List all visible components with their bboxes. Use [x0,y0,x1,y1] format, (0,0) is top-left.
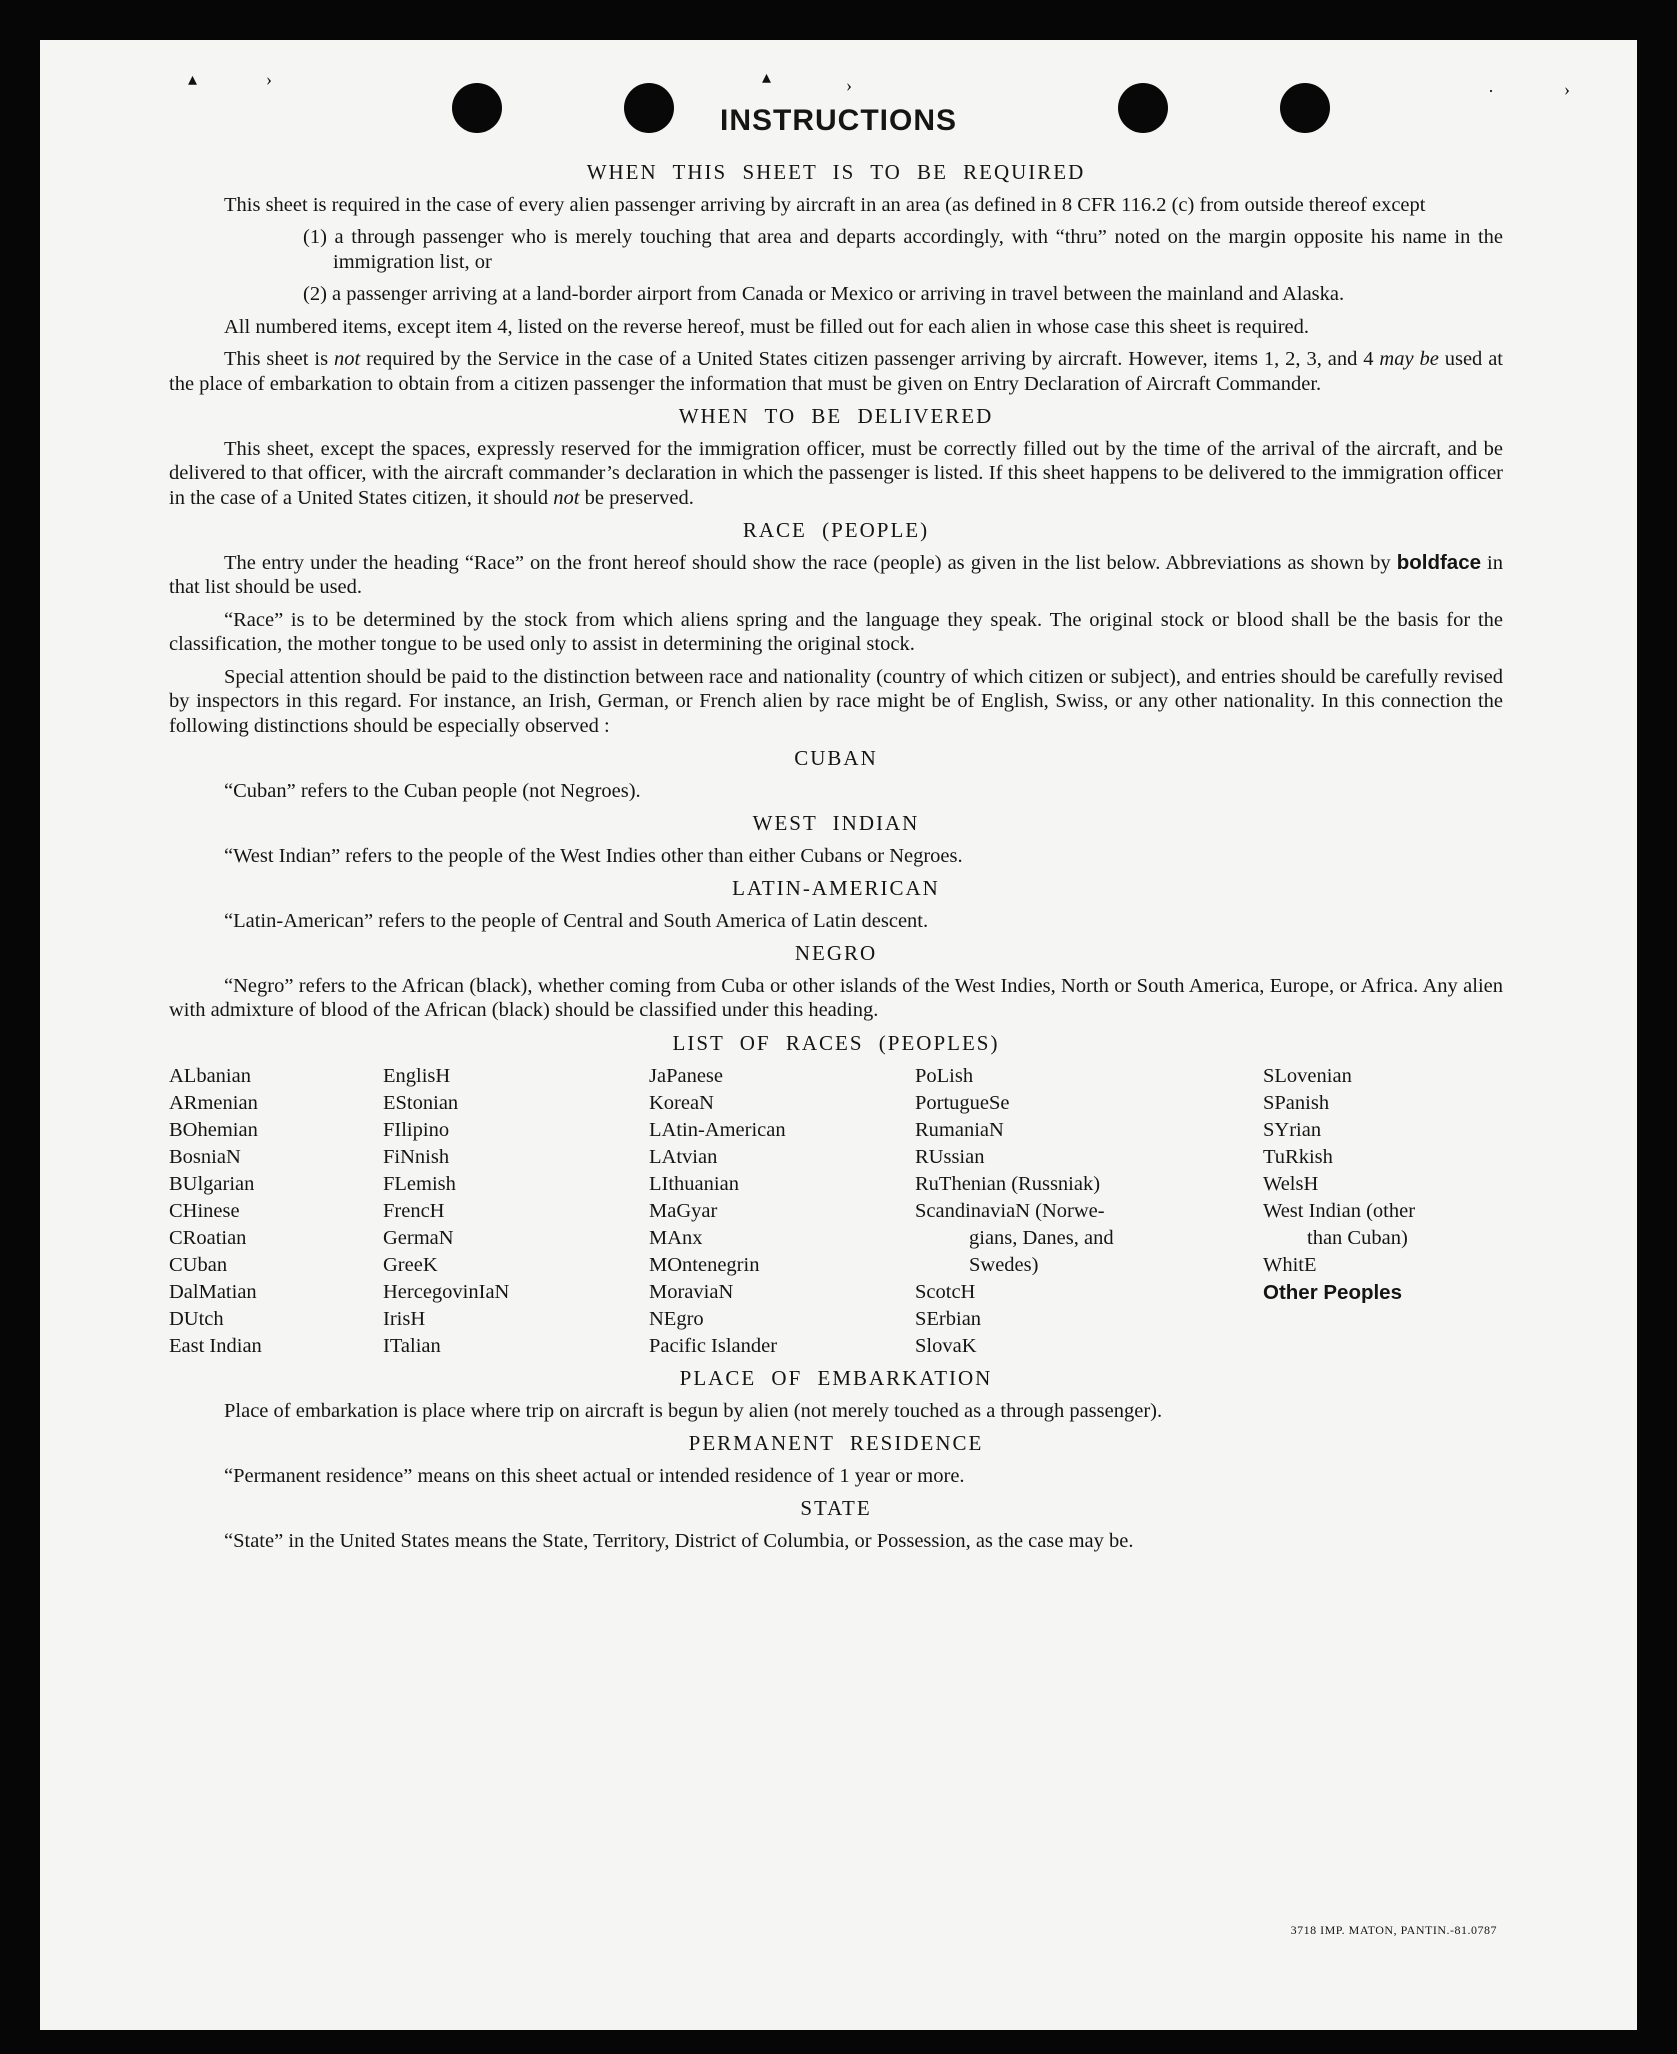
race-entry: RuThenian (Russniak) [915,1173,1101,1195]
race-column [169,1063,383,1360]
list-item: (2) a passenger arriving at a land-border airport from Canada or Mexico or arriving in travel between the mainland and Alaska. [303,283,1345,305]
definition: “Negro” refers to the African (black), whether coming from Cuba or other islands of the West Indies, North or South America, Europe, or Africa. Any alien with admixture of blood of the African (black) should be classified under this heading. [169,974,1503,1021]
section-heading: WEST INDIAN [752,811,920,835]
paragraph: Special attention should be paid to the distinction between race and nationality (country of which citizen or subject), and entries should be carefully revised by inspectors in this regard. For instance, an Irish, German, or French alien by race might be of English, Swiss, or any other nationality. In this connection the following distinctions should be especially observed : [169,665,1503,737]
race-entry: CRoatian [169,1227,247,1249]
race-entry: DUtch [169,1308,224,1330]
race-entry: FrencH [383,1200,445,1222]
race-entry: SYrian [1263,1119,1322,1141]
race-entry: SErbian [915,1308,982,1330]
race-entry: MaGyar [649,1200,718,1222]
paragraph: All numbered items, except item 4, listed on the reverse hereof, must be filled out for each alien in whose case this sheet is required. [224,315,1310,338]
race-entry: RUssian [915,1146,985,1168]
race-entry: MAnx [649,1227,703,1249]
race-entry: Pacific Islander [649,1335,778,1357]
text-run: This sheet, except the spaces, expressly reserved for the immigration officer, must be correctly filled out by the time of the arrival of the aircraft, and be delivered to that officer, with the aircraft commander’s declaration in which the passenger is listed. If this sheet happens to be delivered to the immigration officer in the case of a United States citizen, it should [169,437,1503,509]
paragraph [169,551,1503,600]
race-entry: than Cuban) [1307,1227,1408,1249]
race-entry: BOhemian [169,1119,258,1141]
race-entry: KoreaN [649,1092,714,1114]
race-column [1263,1063,1503,1360]
paragraph: This sheet is required in the case of every alien passenger arriving by aircraft in an area (as defined in 8 CFR 116.2 (c) from outside thereof except [224,193,1426,216]
race-entry: Other Peoples [1263,1281,1402,1304]
paragraph: “Race” is to be determined by the stock from which aliens spring and the language they speak. The original stock or blood shall be the basis for the classification, the mother tongue to be used only to assist in determining the original stock. [169,608,1503,655]
race-entry: HercegovinIaN [383,1281,510,1303]
race-column [915,1063,1263,1360]
race-entry: EnglisH [383,1065,451,1087]
race-entry: DalMatian [169,1281,257,1303]
section-heading: NEGRO [794,941,878,965]
section-heading: LATIN-AMERICAN [732,876,940,900]
race-entry: RumaniaN [915,1119,1004,1141]
list-item: (1) a through passenger who is merely touching that area and departs accordingly, with “thru” noted on the margin opposite his name in the immigration list, or [303,226,1503,273]
scan-speck: › [846,75,852,95]
race-entry: gians, Danes, and [969,1227,1114,1249]
race-entry: JaPanese [649,1065,724,1087]
race-entry: PoLish [915,1065,974,1087]
scan-speck: › [266,69,272,89]
text-run: required by the Service in the case of a United States citizen passenger arriving by aircraft. However, items 1, 2, 3, and 4 [360,348,1380,370]
italic-text: may be [1379,348,1439,370]
race-entry: BUlgarian [169,1173,255,1195]
definition: “Cuban” refers to the Cuban people (not Negroes). [224,779,641,802]
paragraph [169,347,1503,396]
scan-speck: › [1564,79,1570,99]
definition: “Permanent residence” means on this sheet actual or intended residence of 1 year or more. [224,1464,965,1487]
race-entry: CUban [169,1254,228,1276]
race-entry: MoraviaN [649,1281,734,1303]
definition: “West Indian” refers to the people of the West Indies other than either Cubans or Negroes. [224,844,963,867]
race-entry: SPanish [1263,1092,1330,1114]
scan-speck: ▴ [762,67,772,87]
race-entry: West Indian (other [1263,1200,1416,1222]
race-entry: FIlipino [383,1119,450,1141]
text-run: This sheet is [224,348,334,370]
race-entry: IrisH [383,1308,426,1330]
page-title: INSTRUCTIONS [720,104,957,137]
race-entry: LAtin-American [649,1119,786,1141]
section-heading: RACE (PEOPLE) [742,518,930,542]
race-entry: ScotcH [915,1281,976,1303]
race-list [169,1063,1503,1360]
document-page [40,40,1637,2030]
race-entry: SLovenian [1263,1065,1352,1087]
definition: Place of embarkation is place where trip on aircraft is begun by alien (not merely touched as a through passenger). [224,1399,1163,1422]
race-entry: Swedes) [969,1254,1039,1276]
section-heading: CUBAN [794,746,878,770]
race-entry: EStonian [383,1092,459,1114]
race-entry: ALbanian [169,1065,251,1087]
race-column [649,1063,915,1360]
definition: “Latin-American” refers to the people of Central and South America of Latin descent. [224,909,929,932]
text-run: be preserved. [579,486,694,509]
race-entry: LAtvian [649,1146,718,1168]
race-entry: CHinese [169,1200,240,1222]
scan-speck: ▴ [188,69,198,89]
section-heading: WHEN THIS SHEET IS TO BE REQUIRED [586,160,1086,184]
race-entry: WelsH [1263,1173,1319,1195]
italic-text: not [333,348,361,370]
printer-imprint: 3718 IMP. MATON, PANTIN.-81.0787 [1290,1923,1497,1937]
race-entry: GermaN [383,1227,454,1249]
bold-text: boldface [1396,550,1481,574]
text-run: used at the place of embarkation to obtain from a citizen passenger the information that must be given on Entry Declaration of Aircraft Commander. [169,348,1503,395]
race-entry: East Indian [169,1335,262,1357]
section-heading: LIST OF RACES (PEOPLES) [672,1030,1000,1055]
paragraph [169,437,1503,511]
definition: “State” in the United States means the State, Territory, District of Columbia, or Possession, as the case may be. [224,1529,1134,1552]
race-entry: MOntenegrin [649,1254,760,1276]
race-entry: GreeK [383,1254,438,1276]
race-entry: FLemish [383,1173,456,1195]
race-entry: TuRkish [1263,1146,1333,1168]
italic-text: not [553,486,580,509]
race-entry: ScandinaviaN (Norwe- [915,1200,1105,1222]
race-entry: FiNnish [383,1146,450,1168]
race-entry: ITalian [383,1335,441,1357]
race-entry: ARmenian [169,1092,258,1114]
scan-speck: · [1488,81,1494,101]
section-heading: PERMANENT RESIDENCE [688,1431,984,1455]
text-run: The entry under the heading “Race” on the front hereof should show the race (people) as given in the list below. Abbreviations as shown by [224,551,1397,574]
text-run: in that list should be used. [169,551,1503,598]
race-entry: LIthuanian [649,1173,739,1195]
race-entry: NEgro [649,1308,704,1330]
instructions-body [169,154,1503,1561]
race-entry: WhitE [1263,1254,1317,1276]
section-heading: PLACE OF EMBARKATION [679,1366,993,1390]
section-heading: WHEN TO BE DELIVERED [678,404,994,428]
race-entry: BosniaN [169,1146,241,1168]
race-entry: PortugueSe [915,1092,1010,1114]
race-entry: SlovaK [915,1335,977,1357]
section-heading: STATE [800,1496,872,1520]
race-column [383,1063,649,1360]
